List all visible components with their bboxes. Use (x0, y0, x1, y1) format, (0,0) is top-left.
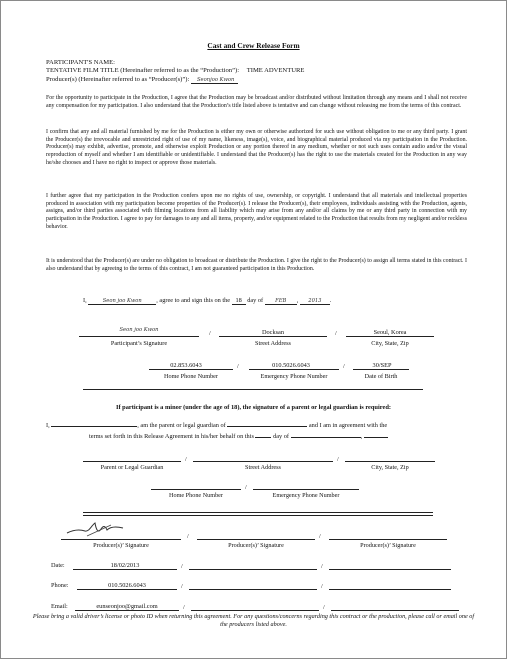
guardian-street-line (193, 461, 333, 462)
date-line-1 (73, 569, 177, 570)
minor-line-2: terms set forth in this Release Agreement in his/her behalf on this day of , (89, 433, 388, 440)
agreement-prefix: I, (83, 297, 87, 304)
film-title-line (46, 67, 304, 75)
separator: / (183, 604, 185, 611)
email-line-1 (75, 610, 179, 611)
paragraph-2: I confirm that any and all material furnished by me for the Production is either my own or otherwise authorized for such use without obligation to me or any third party. I grant the Producer(s) the irrevocable and unrestricted right of use of my name, likeness, image(s), voice, and biographical material produced via my participation in the Production. Producer(s) may exhibit, advertise, promote, and otherwise exploit Production or any portion thereof in any medium, whether or not such uses contain audio and/or the visual reproduction of myself and whether I am identifiable or unidentifiable. I understand that the Producer(s) has the right to use the materials created for the Production in any way he/she chooses and I have no right to inspect or approve those materials. (46, 129, 467, 166)
guardian-home-phone-line (151, 489, 241, 490)
street-address-label: Street Address (255, 340, 291, 347)
separator: / (185, 456, 187, 463)
participant-signature-label: Participant’s Signature (110, 340, 168, 347)
separator: / (245, 484, 247, 491)
separator: / (181, 583, 183, 590)
paragraph-3: I further agree that my participation in the Production confers upon me no rights of use, ownership, or copyright. I understand that all materials and intellectual properties produced in association with my participation become properties of the Producer(s). I release the Producer(s), their employees, individuals assisting with the Production, agents, assigns, and/or third parties associated with filming locations from all liability which may arise from any and/or all claims by me or any third party in connection with my participation in the Production. I agree to pay for damages to any and all items, property, and/or equipment related to the Production that results from my negligent and/or reckless behavior. (46, 193, 467, 230)
double-rule-bottom (83, 515, 433, 516)
producers-value: Seonjoo Kwon (191, 77, 238, 84)
phone-label: Phone: (51, 582, 69, 589)
guardian-label: Parent or Legal Guardian (100, 464, 164, 471)
email-value: eunseonjoo@gmail.com (96, 603, 158, 610)
participant-street-value: Docksan (261, 329, 285, 336)
separator: / (321, 583, 323, 590)
agreement-text2: day of (247, 297, 264, 304)
separator: / (335, 330, 337, 337)
participant-name-label: PARTICIPANT'S NAME: (46, 59, 116, 66)
separator: / (187, 533, 189, 540)
emergency-phone-line (249, 369, 339, 370)
participant-city-value: Seoul, Korea (373, 329, 407, 336)
producers-label: Producer(s) (Hereinafter referred to as “Producer(s)”): (46, 76, 190, 83)
phone-line-3 (329, 589, 451, 590)
minor-day-field[interactable] (255, 437, 271, 438)
producers-line (46, 76, 238, 84)
email-line-3 (331, 610, 459, 611)
guardian-street-label: Street Address (245, 464, 281, 471)
agreement-text1: , agree to and sign this on the (156, 297, 231, 304)
home-phone-line (149, 369, 233, 370)
emergency-phone-label: Emergency Phone Number (260, 373, 328, 380)
emergency-phone-value: 010.5026.6043 (272, 362, 310, 369)
producer-sig-line-1 (61, 539, 181, 540)
agreement-line: I, Seon joo Kwon , agree to and sign this on the 18 day of FEB , 2013 . (83, 297, 332, 304)
home-phone-value: 02.853.6043 (170, 362, 202, 369)
date-line-3 (329, 569, 451, 570)
guardian-line (83, 461, 181, 462)
form-title: Cast and Crew Release Form (207, 41, 300, 50)
guardian-emergency-label: Emergency Phone Number (272, 492, 340, 499)
date-line-2 (189, 569, 317, 570)
participant-signature-line (79, 336, 199, 337)
city-line (346, 336, 434, 337)
minor-name-field[interactable] (227, 426, 307, 427)
city-state-zip-label: City, State, Zip (371, 340, 409, 347)
minor-line-1: I, , am the parent or legal guardian of and I am in agreement with the (46, 422, 388, 429)
producer-sig-label-3: Producer(s)’ Signature (360, 542, 416, 549)
minor-month-field[interactable] (291, 437, 361, 438)
film-title-label: TENTATIVE FILM TITLE (Hereinafter referred to as the “Production”): (46, 67, 240, 74)
producer-signature-mark (65, 517, 129, 539)
producer-sig-line-2 (197, 539, 315, 540)
dob-line (353, 369, 409, 370)
film-title-value: TIME ADVENTURE (246, 67, 305, 74)
agreement-year: 2013 (300, 298, 330, 305)
email-label: Email: (51, 603, 68, 610)
street-line (219, 336, 327, 337)
separator: / (321, 563, 323, 570)
phone-line-1 (77, 589, 177, 590)
footer-note: Please bring a valid driver’s license or photo ID when returning this agreement. For any questions/concerns regarding this contract or the production, please call or email one of the producers listed above. (32, 613, 475, 629)
double-rule-top (83, 512, 433, 513)
agreement-month: FEB (265, 298, 297, 305)
separator: / (323, 604, 325, 611)
date-label: Date: (51, 562, 65, 569)
phone-value: 010.5026.6043 (108, 582, 146, 589)
separator: / (181, 563, 183, 570)
minor-heading: If participant is a minor (under the age of 18), the signature of a parent or legal guardian is required: (115, 404, 392, 411)
divider (83, 389, 423, 390)
producer-sig-label-1: Producer(s)’ Signature (93, 542, 149, 549)
separator: / (209, 330, 211, 337)
participant-signature-value: Seon joo Kwon (119, 327, 159, 333)
separator: / (319, 533, 321, 540)
minor-year-field[interactable] (364, 437, 388, 438)
email-line-2 (191, 610, 319, 611)
separator: / (237, 363, 239, 370)
guardian-name-field[interactable] (51, 426, 137, 427)
date-value: 18/02/2013 (110, 562, 140, 569)
producer-sig-label-2: Producer(s)’ Signature (228, 542, 284, 549)
paragraph-4: It is understood that the Producer(s) are under no obligation to broadcast or distribute the Production. I give the right to the Producer(s) to assign all terms stated in this contract. I also understand that by agreeing to the terms of this contract, I am not guaranteed participation in this Production. (46, 258, 467, 272)
producer-sig-line-3 (329, 539, 447, 540)
guardian-emergency-line (253, 489, 359, 490)
guardian-city-label: City, State, Zip (371, 464, 409, 471)
home-phone-label: Home Phone Number (164, 373, 218, 380)
separator: / (337, 456, 339, 463)
dob-value: 30/SEP (372, 362, 392, 369)
agreement-name: Seon joo Kwon (88, 298, 156, 305)
phone-line-2 (189, 589, 317, 590)
separator: / (343, 363, 345, 370)
paragraph-1: For the opportunity to participate in the Production, I agree that the Production may be broadcast and/or distributed without limitation through any means and I shall not receive any compensation for my participation. I also understand that the Production’s title listed above is tentative and can change without releasing me from the terms of this contract. (46, 95, 467, 109)
guardian-city-line (345, 461, 435, 462)
guardian-home-phone-label: Home Phone Number (169, 492, 223, 499)
agreement-day: 18 (232, 297, 246, 305)
dob-label: Date of Birth (364, 373, 398, 380)
